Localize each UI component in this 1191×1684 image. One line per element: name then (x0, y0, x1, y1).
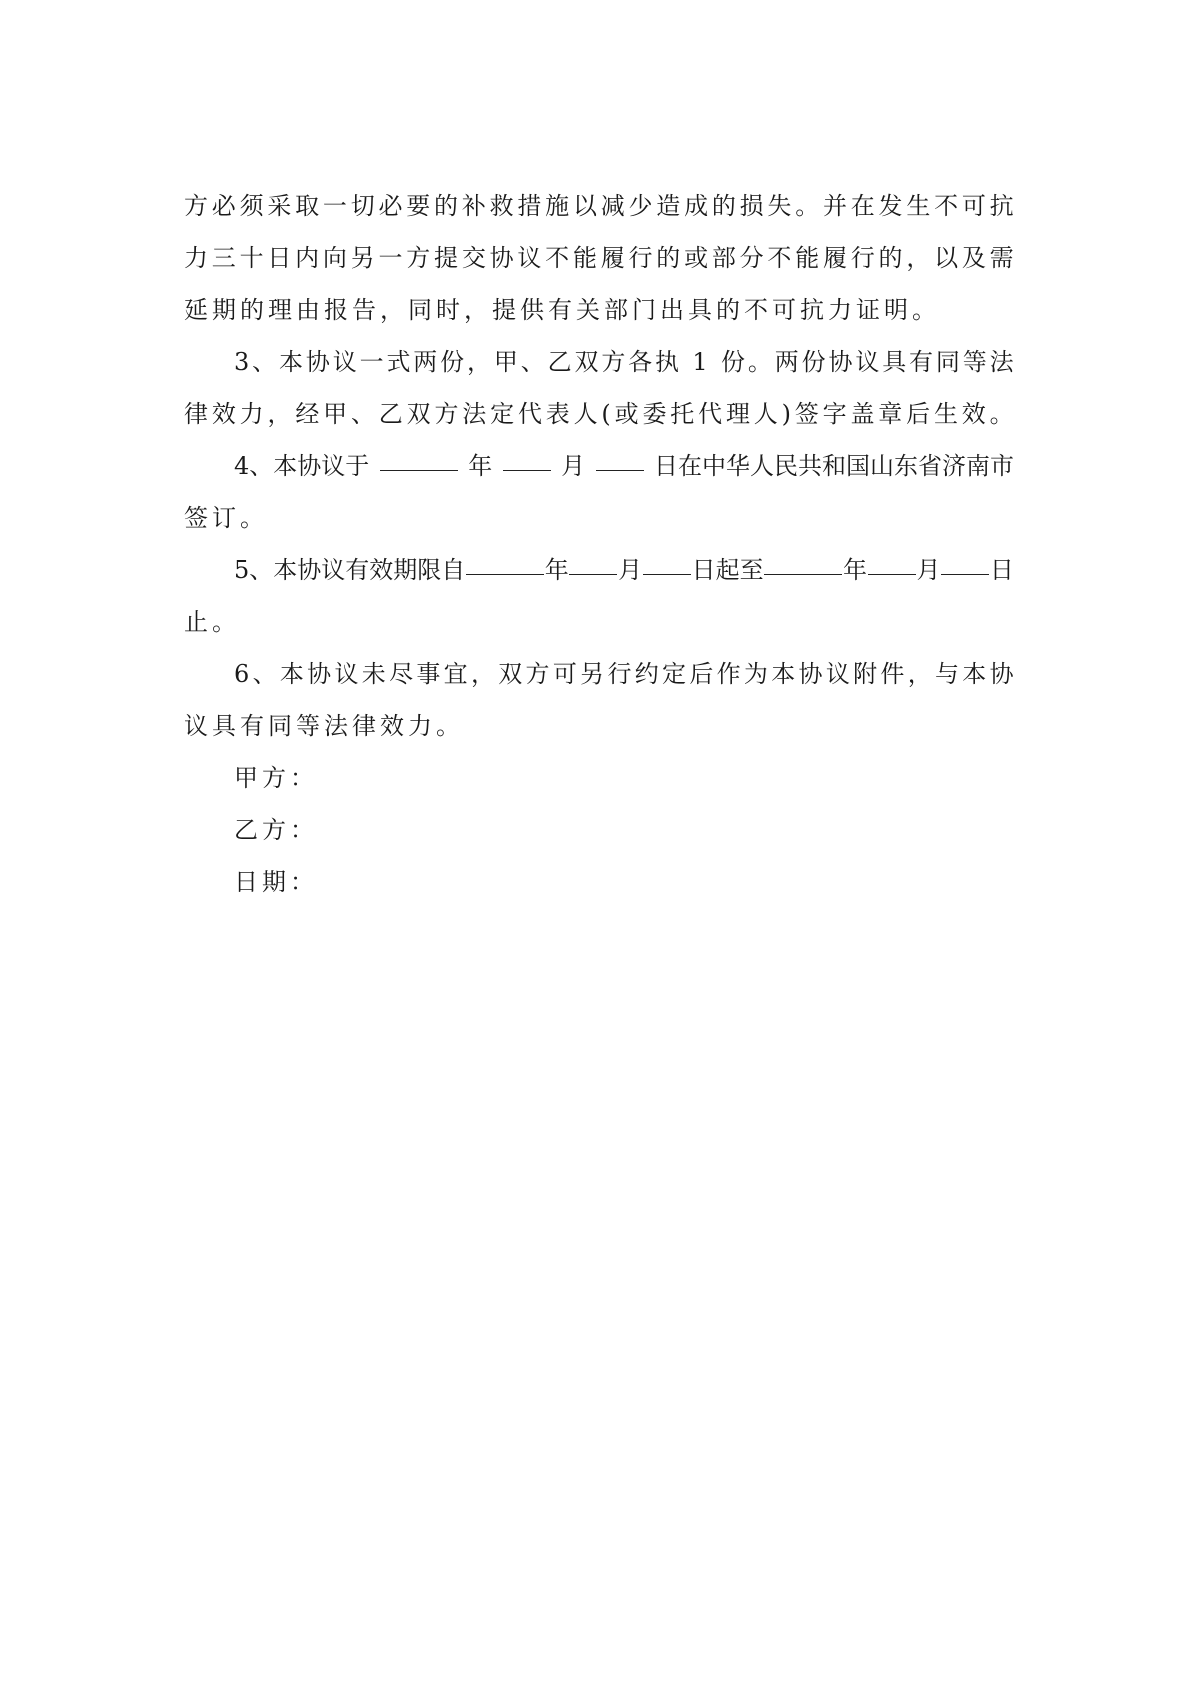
text-char: 后 (906, 400, 931, 428)
clause-5-line-1 (184, 544, 1014, 596)
text-char: 提 (434, 244, 459, 272)
text-line (184, 388, 1014, 440)
text-char: 件 (880, 660, 905, 688)
text-char: 履 (600, 244, 625, 272)
text-char: 须 (239, 192, 264, 220)
text-char: 签 (794, 400, 819, 428)
text-char: 交 (461, 244, 486, 272)
text-line (184, 180, 1014, 232)
text-char: 。 (795, 192, 820, 220)
text-line: 止。 (184, 608, 240, 636)
text-char: 份 (801, 348, 826, 376)
clause-4-line-1 (184, 440, 1014, 492)
text-char: 损 (739, 192, 764, 220)
text-char: 未 (361, 660, 386, 688)
text-char: ( (601, 400, 611, 428)
clause-6-line-2 (184, 700, 1014, 752)
text-char: 作 (716, 660, 741, 688)
text-char: 法 (462, 400, 487, 428)
force-majeure-line-3 (184, 284, 1014, 336)
text-line (234, 648, 1014, 700)
text-char: 必 (211, 192, 236, 220)
clause-5-prefix: 5、本协议有效期限自 (234, 556, 466, 584)
text-char: 本 (771, 660, 796, 688)
clause-4-prefix: 4、本协议于 (234, 452, 370, 480)
text-char: ， (467, 348, 492, 376)
text-char: 议 (517, 244, 542, 272)
text-char: 、 (252, 348, 277, 376)
text-char: 造 (656, 192, 681, 220)
text-char: 尽 (389, 660, 414, 688)
text-char: 向 (322, 244, 347, 272)
text-char: 后 (689, 660, 714, 688)
text-char: 式 (386, 348, 411, 376)
text-char: 救 (489, 192, 514, 220)
text-char: 法 (989, 348, 1014, 376)
text-char: 切 (350, 192, 375, 220)
force-majeure-line-1 (184, 180, 1014, 232)
text-char: 甲 (493, 348, 518, 376)
text-line: 签订。 (184, 504, 268, 532)
text-char: 双 (406, 400, 431, 428)
text-char: 份 (721, 348, 746, 376)
text-char: 两 (774, 348, 799, 376)
text-char: 理 (725, 400, 750, 428)
day-label: 日 (989, 556, 1014, 584)
text-char: 内 (295, 244, 320, 272)
text-char: 定 (490, 400, 515, 428)
text-char: 补 (461, 192, 486, 220)
text-char: 的 (878, 244, 903, 272)
clause-3-line-2 (184, 388, 1014, 440)
text-char: 字 (822, 400, 847, 428)
text-char: 。 (747, 348, 772, 376)
text-char: 附 (853, 660, 878, 688)
clause-4-line-2 (184, 492, 1014, 544)
text-char: 有 (909, 348, 934, 376)
text-char: 、 (350, 400, 375, 428)
signing-year-blank (380, 440, 458, 471)
text-char: 不 (934, 192, 959, 220)
text-char: 议 (334, 660, 359, 688)
text-char: 6 (234, 660, 250, 688)
text-char: 乙 (547, 348, 572, 376)
text-char: 甲 (323, 400, 348, 428)
text-char: ) (781, 400, 791, 428)
year-label: 年 (843, 556, 868, 584)
text-char: 能 (572, 244, 597, 272)
text-line (234, 336, 1014, 388)
text-char: 人 (573, 400, 598, 428)
text-char: ， (470, 660, 495, 688)
text-char: 与 (935, 660, 959, 688)
text-char: 等 (962, 348, 987, 376)
text-char: 以 (572, 192, 597, 220)
text-char: 另 (580, 660, 605, 688)
clause-6-line-1 (184, 648, 1014, 700)
text-char: 方 (184, 192, 208, 220)
text-char: 协 (489, 244, 514, 272)
text-char: 失 (767, 192, 792, 220)
text-char: 效 (211, 400, 236, 428)
text-char: 一 (359, 348, 384, 376)
text-char: 部 (711, 244, 736, 272)
text-char: 效 (961, 400, 986, 428)
text-char: 成 (684, 192, 709, 220)
text-char: 施 (545, 192, 570, 220)
text-char: 协 (305, 348, 330, 376)
text-char: 取 (295, 192, 320, 220)
text-char: 托 (670, 400, 695, 428)
text-char: 方 (434, 400, 459, 428)
text-char: 另 (350, 244, 375, 272)
text-char: 双 (574, 348, 599, 376)
text-char: 发 (878, 192, 903, 220)
start-year-blank (466, 544, 544, 575)
day-to-label: 日起至 (691, 556, 764, 584)
text-char: ， (267, 400, 292, 428)
month-label: 月 (916, 556, 941, 584)
text-char: 及 (961, 244, 986, 272)
document-body (184, 180, 1014, 908)
text-char: 日 (267, 244, 292, 272)
text-char: 行 (628, 244, 653, 272)
text-char: 少 (628, 192, 653, 220)
text-char: 定 (662, 660, 687, 688)
text-char: 一 (378, 244, 403, 272)
text-char: 、 (520, 348, 545, 376)
text-char: 人 (753, 400, 778, 428)
text-char: 在 (850, 192, 875, 220)
text-char: 行 (850, 244, 875, 272)
text-char: 或 (614, 400, 639, 428)
text-char: 可 (552, 660, 577, 688)
text-char: 本 (279, 348, 303, 376)
text-char: 方 (525, 660, 550, 688)
text-char: 方 (601, 348, 626, 376)
text-char: 委 (642, 400, 667, 428)
text-char (682, 336, 690, 388)
text-char: 三 (211, 244, 236, 272)
text-char: 力 (239, 400, 264, 428)
text-char: 采 (267, 192, 292, 220)
text-char: 抗 (989, 192, 1014, 220)
month-label: 月 (618, 556, 643, 584)
text-char: 方 (406, 244, 431, 272)
text-char: 履 (822, 244, 847, 272)
text-char: 行 (607, 660, 632, 688)
text-char: 的 (434, 192, 459, 220)
text-char: 并 (822, 192, 847, 220)
text-char: 代 (517, 400, 542, 428)
text-char: 宜 (443, 660, 468, 688)
text-char: 为 (743, 660, 768, 688)
text-char: 份 (440, 348, 465, 376)
text-char: 协 (798, 660, 823, 688)
text-char: 约 (634, 660, 659, 688)
text-char: 章 (878, 400, 903, 428)
text-char: 以 (934, 244, 959, 272)
text-char: 本 (279, 660, 304, 688)
text-char: 协 (828, 348, 853, 376)
text-char: 的 (711, 192, 736, 220)
text-char: 代 (698, 400, 723, 428)
text-char: 具 (882, 348, 907, 376)
end-year-blank (764, 544, 842, 575)
text-char: 力 (184, 244, 208, 272)
text-char: 可 (961, 192, 986, 220)
text-char: 议 (332, 348, 357, 376)
party-b-signature: 乙方： (234, 816, 318, 844)
signing-day-blank (596, 440, 644, 471)
text-char: 分 (739, 244, 764, 272)
text-char: 协 (307, 660, 332, 688)
text-line: 延期的理由报告，同时，提供有关部门出具的不可抗力证明。 (184, 296, 940, 324)
clause-5-line-2 (184, 596, 1014, 648)
text-char: ， (906, 244, 931, 272)
text-char: 盖 (850, 400, 875, 428)
text-char: 同 (935, 348, 960, 376)
text-char: ， (907, 660, 932, 688)
party-a-signature: 甲方： (234, 764, 318, 792)
text-char: 措 (517, 192, 542, 220)
text-char: 3 (234, 348, 250, 376)
text-char: 两 (413, 348, 438, 376)
text-char: 生 (933, 400, 958, 428)
text-line: 议具有同等法律效力。 (184, 712, 464, 740)
end-day-blank (941, 544, 989, 575)
text-char: 不 (767, 244, 792, 272)
text-char: 要 (406, 192, 431, 220)
text-char: 议 (825, 660, 850, 688)
text-char: 一 (322, 192, 347, 220)
text-char: 生 (906, 192, 931, 220)
day-place-text: 日在中华人民共和国山东省济南市 (654, 452, 1014, 480)
text-char: 。 (989, 400, 1014, 428)
signing-date: 日期： (234, 868, 318, 896)
text-char: 乙 (378, 400, 403, 428)
text-char: 需 (989, 244, 1014, 272)
text-char (711, 336, 719, 388)
text-char: 或 (684, 244, 709, 272)
text-char: 十 (239, 244, 264, 272)
month-label: 月 (561, 452, 586, 480)
force-majeure-line-2 (184, 232, 1014, 284)
text-char: 执 (655, 348, 680, 376)
text-char: 必 (378, 192, 403, 220)
text-char: 表 (545, 400, 570, 428)
text-char: 的 (656, 244, 681, 272)
year-label: 年 (468, 452, 493, 480)
text-line (184, 232, 1014, 284)
text-char: 议 (855, 348, 880, 376)
start-month-blank (569, 544, 617, 575)
clause-3-line-1 (184, 336, 1014, 388)
text-char: 本 (962, 660, 987, 688)
year-label: 年 (544, 556, 569, 584)
text-char: 各 (628, 348, 653, 376)
text-char: 经 (295, 400, 320, 428)
text-char: 1 (692, 348, 708, 376)
text-char: 双 (498, 660, 523, 688)
text-char: 不 (545, 244, 570, 272)
start-day-blank (643, 544, 691, 575)
end-month-blank (868, 544, 916, 575)
text-char: 、 (252, 660, 277, 688)
text-char: 协 (989, 660, 1014, 688)
text-char: 能 (795, 244, 820, 272)
text-char: 律 (184, 400, 208, 428)
signing-month-blank (503, 440, 551, 471)
text-char: 事 (416, 660, 441, 688)
text-char: 减 (600, 192, 625, 220)
